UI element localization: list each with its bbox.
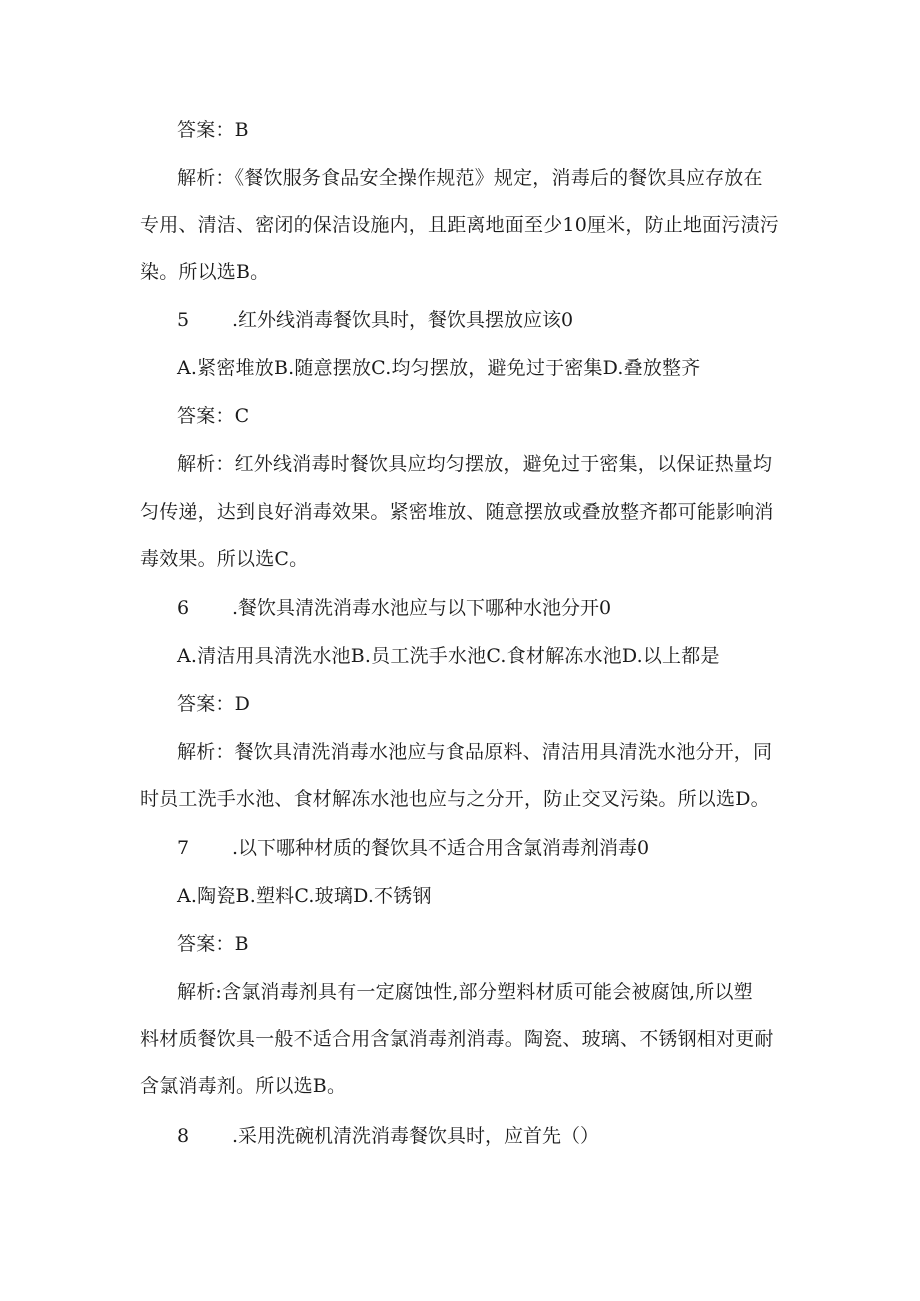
q7-explanation-line-2: 料材质餐饮具一般不适合用含氯消毒剂消毒。陶瓷、玻璃、不锈钢相对更耐 — [140, 1028, 774, 1050]
q5-options: A.紧密堆放B.随意摆放C.均匀摆放，避免过于密集D.叠放整齐 — [177, 357, 701, 379]
q5-question: .红外线消毒餐饮具时，餐饮具摆放应该0 — [232, 309, 574, 331]
q7-number: 7 — [177, 837, 190, 859]
q4-answer: 答案：B — [177, 119, 249, 141]
q7-options: A.陶瓷B.塑料C.玻璃D.不锈钢 — [177, 885, 432, 907]
q6-answer: 答案：D — [177, 693, 251, 715]
q7-explanation-line-3: 含氯消毒剂。所以选B。 — [140, 1075, 347, 1097]
q6-explanation-line-2: 时员工洗手水池、食材解冻水池也应与之分开，防止交叉污染。所以选D。 — [140, 788, 770, 810]
q6-number: 6 — [177, 597, 190, 619]
q5-explanation-line-2: 匀传递，达到良好消毒效果。紧密堆放、随意摆放或叠放整齐都可能影响消 — [140, 501, 774, 523]
q6-explanation-line-1: 解析：餐饮具清洗消毒水池应与食品原料、清洁用具清洗水池分开，同 — [177, 741, 773, 763]
q7-explanation-line-1: 解析:含氯消毒剂具有一定腐蚀性,部分塑料材质可能会被腐蚀,所以塑 — [177, 981, 753, 1003]
q7-question: .以下哪种材质的餐饮具不适合用含氯消毒剂消毒0 — [232, 837, 650, 859]
q4-explanation-line-3: 染。所以选B。 — [140, 261, 270, 283]
q6-options: A.清洁用具清洗水池B.员工洗手水池C.食材解冻水池D.以上都是 — [177, 645, 720, 667]
q8-number: 8 — [177, 1125, 190, 1147]
q5-answer: 答案：C — [177, 405, 250, 427]
q7-answer: 答案：B — [177, 933, 249, 955]
q4-explanation-line-1: 解析：《餐饮服务食品安全操作规范》规定，消毒后的餐饮具应存放在 — [177, 167, 763, 189]
q5-number: 5 — [177, 309, 190, 331]
q5-explanation-line-3: 毒效果。所以选C。 — [140, 548, 309, 570]
q4-explanation-line-2: 专用、清洁、密闭的保洁设施内，且距离地面至少10厘米，防止地面污渍污 — [140, 214, 779, 236]
q6-question: .餐饮具清洗消毒水池应与以下哪种水池分开0 — [232, 597, 612, 619]
q5-explanation-line-1: 解析：红外线消毒时餐饮具应均匀摆放，避免过于密集，以保证热量均 — [177, 453, 773, 475]
q8-question: .采用洗碗机清洗消毒餐饮具时，应首先（） — [232, 1125, 600, 1147]
